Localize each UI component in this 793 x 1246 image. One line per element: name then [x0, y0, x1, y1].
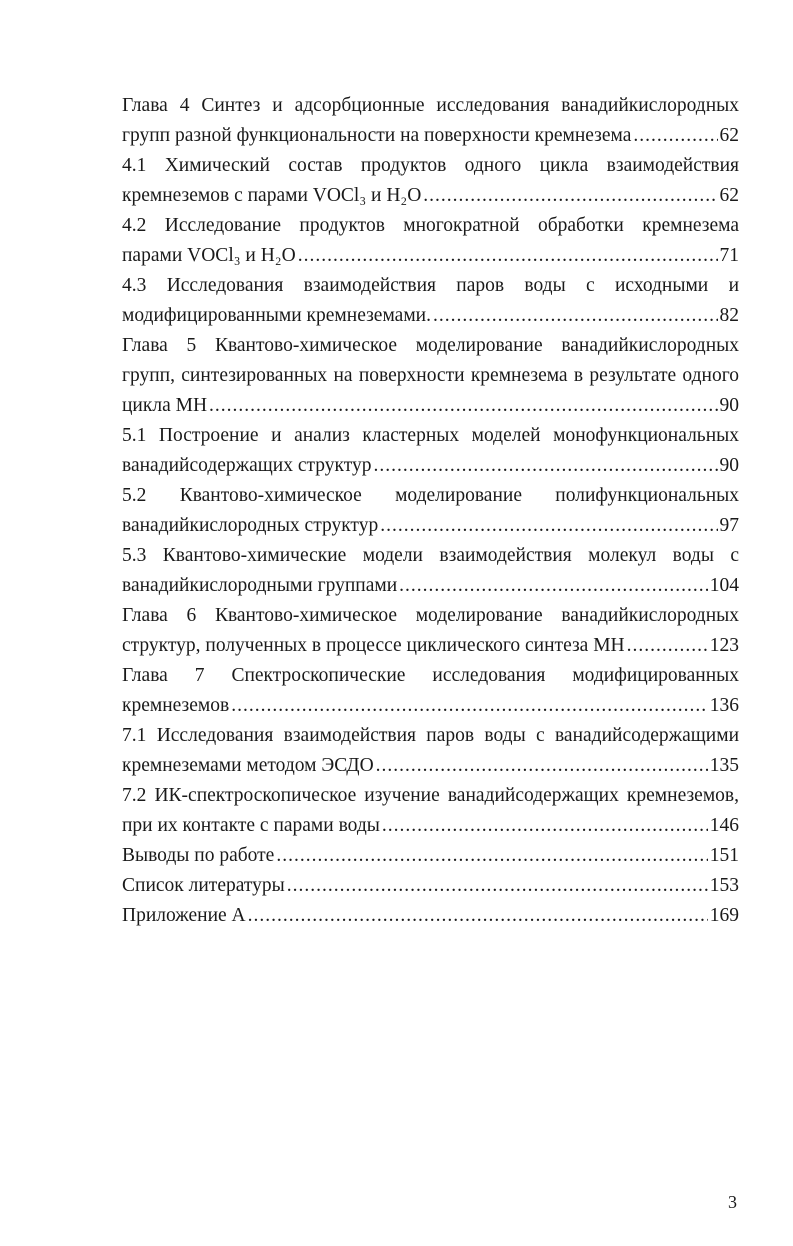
toc-entry-title-cont: ванадийсодержащих структур [122, 455, 372, 476]
toc-entry-title-cont: модифицированными кремнеземами. [122, 305, 431, 326]
dot-leader [209, 391, 717, 421]
dot-leader [287, 871, 708, 901]
toc-entry-last-line [122, 631, 739, 661]
toc-entry [122, 901, 739, 931]
dot-leader [276, 841, 707, 871]
toc-entry [122, 601, 739, 661]
toc-entry-title: Приложение А [122, 905, 246, 926]
toc-entry [122, 331, 739, 421]
toc-entry [122, 721, 739, 781]
toc-entry [122, 271, 739, 331]
toc-entry-last-line [122, 181, 739, 211]
toc-page-number: 136 [709, 695, 739, 716]
toc-entry [122, 91, 739, 151]
dot-leader [374, 451, 718, 481]
toc-page-number: 82 [719, 305, 739, 326]
toc-entry-last-line [122, 451, 739, 481]
table-of-contents [122, 91, 739, 931]
toc-entry-title-cont: кремнеземами методом ЭСДО [122, 755, 374, 776]
toc-page-number: 123 [709, 635, 739, 656]
toc-entry-last-line [122, 511, 739, 541]
page-number: 3 [728, 1192, 737, 1212]
toc-entry-last-line [122, 241, 739, 271]
toc-page-number: 97 [719, 515, 739, 536]
toc-entry-last-line [122, 841, 739, 871]
toc-page-number: 104 [709, 575, 739, 596]
toc-entry-title: 7.2 ИК-спектроскопическое изучение ванадийсодержащих кремнеземов, [122, 785, 739, 806]
dot-leader [627, 631, 708, 661]
dot-leader [298, 241, 718, 271]
toc-entry-title: 7.1 Исследования взаимодействия паров воды с ванадийсодержащими [122, 725, 739, 746]
toc-entry [122, 781, 739, 841]
dot-leader [382, 811, 708, 841]
toc-page-number: 62 [719, 125, 739, 146]
toc-page-number: 135 [709, 755, 739, 776]
dot-leader [231, 691, 708, 721]
toc-entry-title-cont: структур, полученных в процессе циклического синтеза МН [122, 635, 625, 656]
toc-page-number: 151 [709, 845, 739, 866]
toc-entry-title: 4.1 Химический состав продуктов одного цикла взаимодействия [122, 155, 739, 176]
toc-entry-title: 5.1 Построение и анализ кластерных моделей монофункциональных [122, 425, 739, 446]
dot-leader [380, 511, 717, 541]
dot-leader [633, 121, 717, 151]
toc-entry-title-cont: групп, синтезированных на поверхности кремнезема в результате одного [122, 365, 739, 386]
toc-entry-last-line [122, 901, 739, 931]
toc-entry-title-cont: кремнеземов с парами VOCl₃ и H₂O [122, 185, 422, 206]
toc-entry [122, 541, 739, 601]
toc-page-number: 90 [719, 455, 739, 476]
toc-entry-title-cont: ванадийкислородными группами [122, 575, 398, 596]
toc-entry-title: Глава 7 Спектроскопические исследования модифицированных [122, 665, 739, 686]
toc-entry [122, 421, 739, 481]
toc-entry [122, 661, 739, 721]
toc-entry-title: 5.2 Квантово-химическое моделирование полифункциональных [122, 485, 739, 506]
toc-page-number: 146 [709, 815, 739, 836]
toc-entry [122, 841, 739, 871]
toc-entry-last-line [122, 301, 739, 331]
toc-entry-title: Глава 5 Квантово-химическое моделирование ванадийкислородных [122, 335, 739, 356]
toc-entry-title: Глава 6 Квантово-химическое моделирование ванадийкислородных [122, 605, 739, 626]
toc-entry-title-cont: парами VOCl₃ и H₂O [122, 245, 296, 266]
toc-entry-title: 5.3 Квантово-химические модели взаимодействия молекул воды с [122, 545, 739, 566]
toc-entry-title-cont: групп разной функциональности на поверхности кремнезема [122, 125, 632, 146]
toc-entry-last-line [122, 871, 739, 901]
toc-entry-last-line [122, 751, 739, 781]
toc-page-number: 153 [709, 875, 739, 896]
toc-entry-title-cont: кремнеземов [122, 695, 230, 716]
dot-leader [376, 751, 708, 781]
toc-entry-title: Глава 4 Синтез и адсорбционные исследования ванадийкислородных [122, 95, 739, 116]
toc-entry [122, 151, 739, 211]
toc-entry-last-line [122, 811, 739, 841]
toc-entry-last-line [122, 121, 739, 151]
toc-entry-title: 4.2 Исследование продуктов многократной обработки кремнезема [122, 215, 739, 236]
dot-leader [399, 571, 708, 601]
dot-leader [248, 901, 708, 931]
toc-entry [122, 481, 739, 541]
toc-entry-title-cont: цикла МН [122, 395, 208, 416]
toc-page-number: 169 [709, 905, 739, 926]
toc-entry-title: Список литературы [122, 875, 285, 896]
toc-page-number: 71 [719, 245, 739, 266]
toc-entry [122, 211, 739, 271]
toc-entry-last-line [122, 691, 739, 721]
toc-page-number: 90 [719, 395, 739, 416]
dot-leader [423, 181, 717, 211]
toc-entry-title-cont: при их контакте с парами воды [122, 815, 380, 836]
toc-page-number: 62 [719, 185, 739, 206]
toc-entry-title: 4.3 Исследования взаимодействия паров воды с исходными и [122, 275, 739, 296]
dot-leader [433, 301, 718, 331]
toc-entry-title: Выводы по работе [122, 845, 275, 866]
toc-entry-last-line [122, 391, 739, 421]
toc-entry-last-line [122, 571, 739, 601]
toc-entry [122, 871, 739, 901]
toc-entry-title-cont: ванадийкислородных структур [122, 515, 379, 536]
